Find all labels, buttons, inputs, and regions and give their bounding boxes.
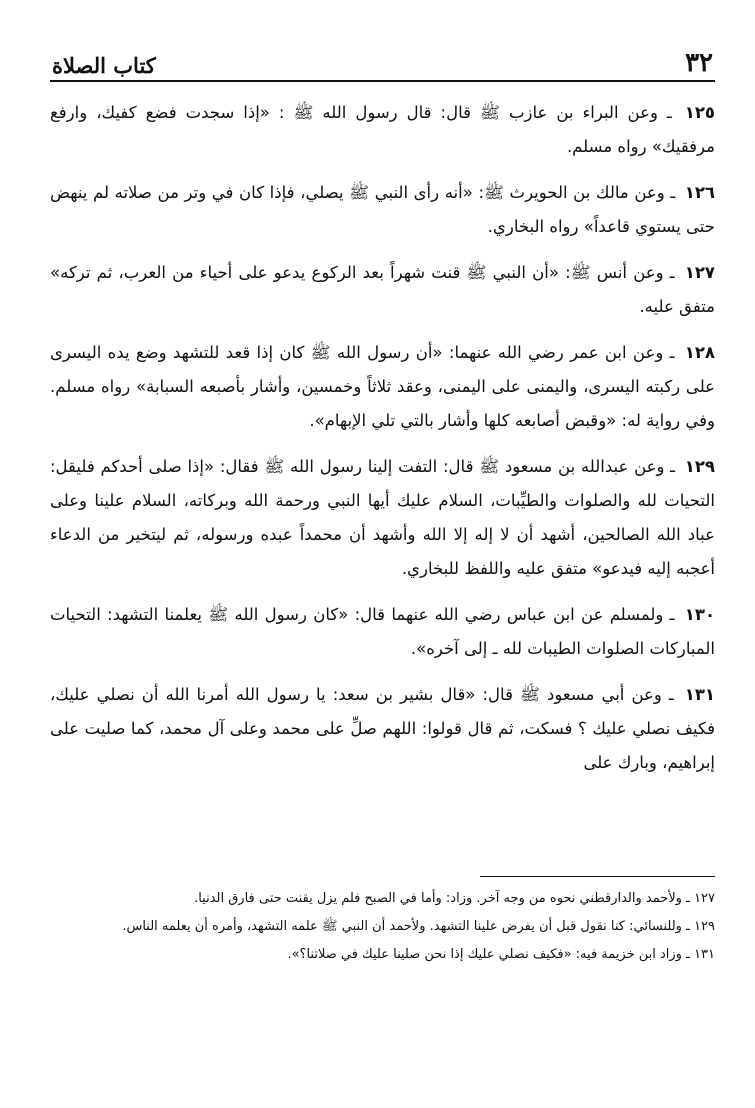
hadith-paragraph	[50, 678, 715, 784]
page-header	[50, 40, 715, 80]
hadith-text: ـ وعن أبي مسعود ﷺ قال: «قال بشير بن سعد: يا رسول الله أمرنا الله أن نصلي عليك، فكيف نصلي عليك ؟ فسكت، ثم قال قولوا: اللهم صلِّ على محمد وعلى آل محمد، كما صليت على إبراهيم، وبارك على	[50, 685, 715, 772]
footnote: ١٢٧ ـ ولأحمد والدارقطني نحوه من وجه آخر. وزاد: وأما في الصبح فلم يزل يقنت حتى فارق الدنيا.	[194, 891, 715, 906]
hadith-paragraph	[50, 96, 715, 168]
hadith-paragraph	[50, 256, 715, 328]
hadith-number: ١٢٦	[684, 183, 715, 202]
hadith-number: ١٢٨	[684, 343, 715, 362]
hadith-list	[50, 96, 715, 784]
hadith-text: ـ وعن عبدالله بن مسعود ﷺ قال: التفت إلينا رسول الله ﷺ فقال: «إذا صلى أحدكم فليقل: التحيات لله والصلوات والطيِّبات، السلام عليك أيها النبي ورحمة الله وبركاته، السلام علينا وعلى عباد الله الصالحين، أشهد أن لا إله إلا الله وأشهد أن محمداً عبده ورسوله، ثم ليتخير من الدعاء أعجبه إليه فيدعو» متفق عليه واللفظ للبخاري.	[50, 457, 715, 578]
hadith-number: ١٢٩	[684, 457, 715, 476]
hadith-paragraph	[50, 450, 715, 590]
hadith-text: ـ ولمسلم عن ابن عباس رضي الله عنهما قال: «كان رسول الله ﷺ يعلمنا التشهد: التحيات المباركات الصلوات الطيبات لله ـ إلى آخره».	[50, 605, 715, 658]
hadith-number: ١٣١	[684, 685, 715, 704]
page-body	[50, 40, 715, 792]
page-number: ٣٢	[685, 48, 713, 78]
hadith-paragraph	[50, 336, 715, 442]
footnotes-section	[50, 876, 715, 971]
hadith-paragraph	[50, 176, 715, 248]
hadith-number: ١٢٧	[684, 263, 715, 282]
hadith-number: ١٣٠	[684, 605, 716, 624]
hadith-number: ١٢٥	[684, 103, 715, 122]
book-title: كتاب الصلاة	[52, 53, 156, 78]
hadith-paragraph	[50, 598, 715, 670]
hadith-text: ـ وعن ابن عمر رضي الله عنهما: «أن رسول الله ﷺ كان إذا قعد للتشهد وضع يده اليسرى على ركبته اليسرى، واليمنى على اليمنى، وعقد ثلاثاً وخمسين، وأشار بأصبعه السبابة» رواه مسلم. وفي رواية له: «وقبض أصابعه كلها وأشار بالتي تلي الإبهام».	[50, 343, 715, 430]
hadith-text: ـ وعن مالك بن الحويرث ﷺ: «أنه رأى النبي ﷺ يصلي، فإذا كان في وتر من صلاته لم ينهض حتى يستوي قاعداً» رواه البخاري.	[50, 183, 715, 236]
hadith-text: ـ وعن أنس ﷺ: «أن النبي ﷺ قنت شهراً بعد الركوع يدعو على أحياء من العرب، ثم تركه» متفق عليه.	[50, 263, 715, 316]
footnote: ١٣١ ـ وزاد ابن خزيمة فيه: «فكيف نصلي عليك إذا نحن صلينا عليك في صلاتنا؟».	[287, 947, 715, 962]
hadith-text: ـ وعن البراء بن عازب ﷺ قال: قال رسول الله ﷺ : «إذا سجدت فضع كفيك، وارفع مرفقيك» رواه مسلم.	[50, 103, 715, 156]
footnote-divider	[480, 876, 715, 877]
footnote: ١٢٩ ـ وللنسائي: كنا نقول قبل أن يفرض علينا التشهد. ولأحمد أن النبي ﷺ علمه التشهد، وأمره أن يعلمه الناس.	[122, 919, 715, 934]
header-divider	[50, 80, 715, 82]
